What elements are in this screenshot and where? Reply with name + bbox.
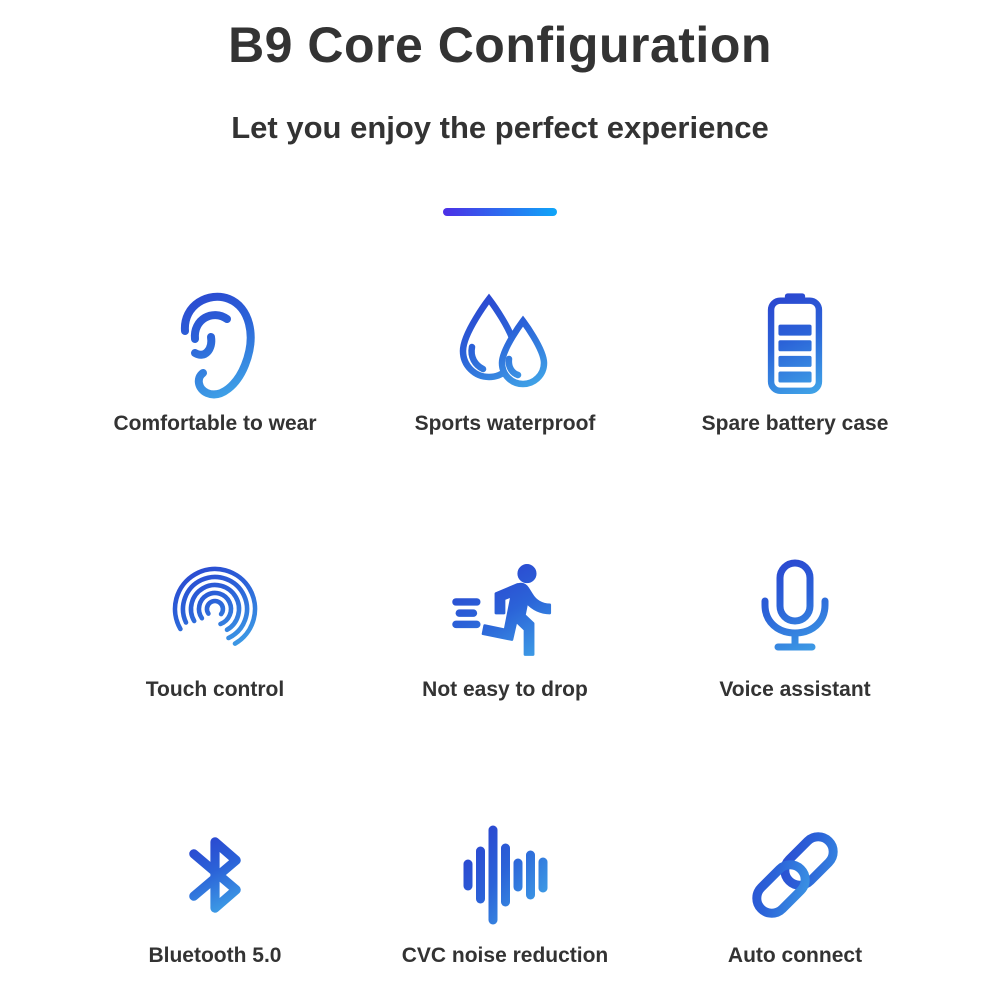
feature-label: Sports waterproof [414,412,596,435]
battery-icon [749,286,841,400]
ear-icon [165,286,265,400]
chain-link-icon [743,818,847,932]
feature-grid [0,286,1000,968]
page-title: B9 Core Configuration [228,17,772,73]
feature-label: Auto connect [727,944,863,967]
feature-auto-connect [650,818,940,968]
feature-label: Bluetooth 5.0 [148,944,282,967]
feature-sports-waterproof [360,286,650,436]
feature-label: Not easy to drop [422,678,588,701]
feature-spare-battery-case [650,286,940,436]
sound-wave-icon [453,818,557,932]
bluetooth-icon [169,818,261,932]
feature-label: CVC noise reduction [401,944,609,967]
feature-voice-assistant [650,552,940,702]
microphone-icon [745,552,845,666]
page-subtitle: Let you enjoy the perfect experience [231,110,769,145]
feature-label: Touch control [145,678,285,701]
feature-label: Comfortable to wear [113,412,317,435]
feature-bluetooth [70,818,360,968]
fingerprint-icon [165,552,265,666]
feature-not-easy-to-drop [360,552,650,702]
feature-label: Spare battery case [701,412,889,435]
water-drops-icon [455,286,555,400]
gradient-divider [443,208,557,216]
feature-touch-control [70,552,360,702]
feature-cvc-noise-reduction [360,818,650,968]
feature-comfortable-to-wear [70,286,360,436]
feature-label: Voice assistant [719,678,871,701]
running-person-icon [451,552,559,666]
